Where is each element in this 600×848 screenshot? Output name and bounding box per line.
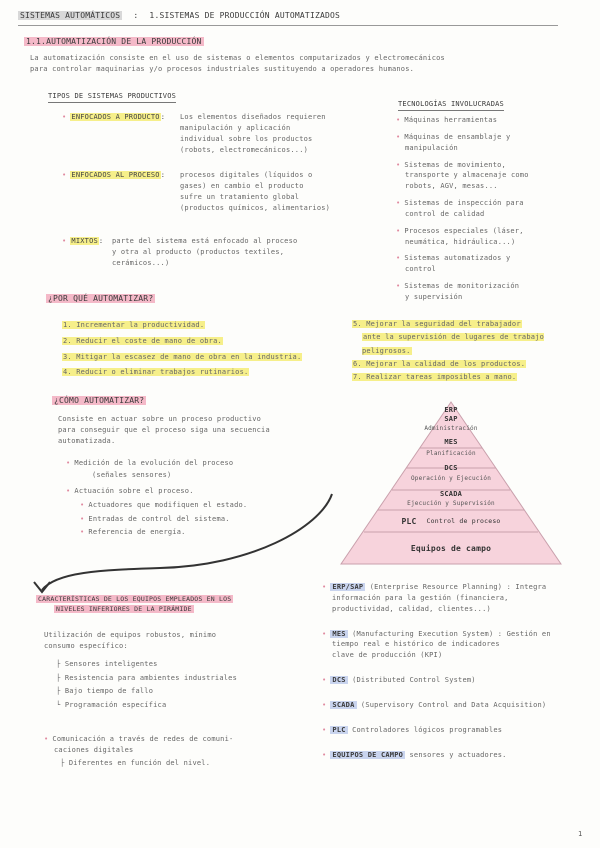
pyramid-plc-sub: Control de proceso	[426, 517, 501, 525]
curved-arrow-icon	[20, 488, 340, 598]
section-intro: La automatización consiste en el uso de sistemas o elementos computarizados y electromecánicos para controlar maquinarias y/o procesos industriales sustituyendo a operadores humanos.	[30, 54, 445, 73]
pyramid-erp-sub: Administración	[424, 425, 478, 432]
pyramid-dcs-sub: Operación y Ejecución	[410, 475, 492, 482]
types-title: TIPOS DE SISTEMAS PRODUCTIVOS	[48, 91, 176, 103]
pyramid-sap: SAP	[444, 415, 458, 423]
how-points: • Medición de la evolución del proceso (señales sensores) • Actuación sobre el proceso. • Actuadores que modifiquen el estado. • Entradas de control del sistema. • Referencia de energía.	[66, 459, 248, 537]
pyramid-plc-row	[366, 517, 536, 526]
field-intro: Utilización de equipos robustos, mínimo consumo específico:	[44, 631, 217, 650]
level-field: • EQUIPOS DE CAMPO sensores y actuadores.	[322, 750, 507, 759]
why-right-list: 5. Mejorar la seguridad del trabajador ante la supervisión de lugares de trabajo peligrosos. 6. Mejorar la calidad de los productos. 7. Realizar tareas imposibles a mano.	[353, 320, 544, 382]
pyramid-field: Equipos de campo	[410, 544, 492, 553]
pyramid-mes-sub: Planificación	[426, 450, 476, 457]
how-intro: Consiste en actuar sobre un proceso productivo para conseguir que el proceso siga una secuencia automatizada.	[58, 415, 270, 445]
header-divider	[18, 25, 558, 26]
subject-title: SISTEMAS AUTOMÁTICOS	[20, 11, 121, 20]
pyramid-mes: MES	[444, 438, 458, 446]
why-title: ¿POR QUÉ AUTOMATIZAR?	[48, 294, 154, 303]
level-mes: • MES (Manufacturing Execution System) : Gestión en tiempo real e histórico de indicadores clave de producción (KPI)	[322, 629, 551, 660]
section-title: 1.1.AUTOMATIZACIÓN DE LA PRODUCCIÓN	[26, 37, 202, 46]
field-comm: • Comunicación a través de redes de comuni- caciones digitales ├ Diferentes en función del nivel.	[44, 735, 234, 767]
type-product: • ENFOCADOS A PRODUCTO: Los elementos diseñados requieren manipulación y aplicación individual sobre los productos (robots, electromecánicos...)	[62, 113, 326, 154]
type-process: • ENFOCADOS AL PROCESO: procesos digitales (líquidos o gases) en cambio el producto sufre un tratamiento global (productos químicos, alimentarios)	[62, 171, 331, 212]
level-plc: • PLC Controladores lógicos programables	[322, 725, 503, 734]
tech-title: TECNOLOGÍAS INVOLUCRADAS	[398, 99, 504, 111]
how-title: ¿CÓMO AUTOMATIZAR?	[54, 396, 145, 405]
level-scada: • SCADA (Supervisory Control and Data Acquisition)	[322, 700, 547, 709]
field-title: CARACTERÍSTICAS DE LOS EQUIPOS EMPLEADOS EN LOS NIVELES INFERIORES DE LA PIRÁMIDE	[38, 595, 232, 614]
level-erp: • ERP/SAP (Enterprise Resource Planning) : Integra información para la gestión (financiera, productividad, calidad, clientes...)	[322, 583, 547, 613]
page-number: 1	[578, 830, 583, 838]
page-header: SISTEMAS AUTOMÁTICOS : 1.SISTEMAS DE PRODUCCIÓN AUTOMATIZADOS	[20, 11, 341, 20]
level-dcs: • DCS (Distributed Control System)	[322, 676, 476, 685]
tech-list: • Máquinas herramientas • Máquinas de ensamblaje y manipulación • Sistemas de movimiento, transporte y almacenaje como robots, AGV, mesas... • Sistemas de inspección para control de calidad • Procesos especiales (láser, neumática, hidráulica...) • Sistemas automatizados y control • Sistemas de monitorización y supervisión	[396, 116, 529, 301]
pyramid-plc: PLC	[401, 517, 417, 526]
pyramid-scada: SCADA	[439, 490, 463, 498]
topic-title: 1.SISTEMAS DE PRODUCCIÓN AUTOMATIZADOS	[149, 11, 341, 20]
automation-pyramid	[336, 400, 566, 568]
pyramid-erp: ERP	[444, 406, 458, 414]
why-left-list: 1. Incrementar la productividad. 2. Reducir el coste de mano de obra. 3. Mitigar la escasez de mano de obra en la industria. 4. Reducir o eliminar trabajos rutinarios.	[63, 321, 302, 377]
field-items: ├ Sensores inteligentes ├ Resistencia para ambientes industriales ├ Bajo tiempo de fallo └ Programación específica	[56, 660, 238, 709]
type-mixed: • MIXTOS: parte del sistema está enfocado al proceso y otra al producto (productos textiles, cerámicos...)	[62, 237, 298, 267]
pyramid-dcs: DCS	[444, 464, 458, 472]
levels-desc	[322, 582, 584, 760]
pyramid-scada-sub: Ejecución y Supervisión	[407, 500, 495, 507]
